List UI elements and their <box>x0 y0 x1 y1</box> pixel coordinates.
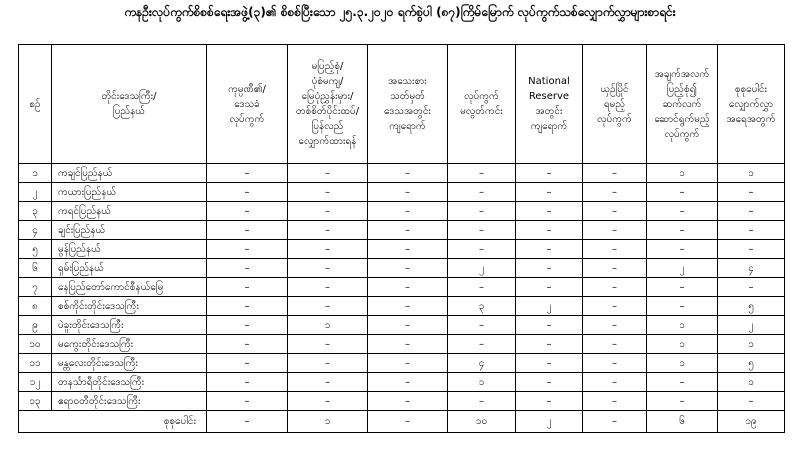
value-cell: ၄ <box>448 354 516 373</box>
value-cell: – <box>207 392 288 411</box>
value-cell: – <box>583 202 647 221</box>
value-cell: – <box>368 240 448 259</box>
region-cell: ပဲခူးတိုင်းဒေသကြီး <box>52 316 207 335</box>
region-cell: မွန်ပြည်နယ် <box>52 240 207 259</box>
region-cell: ဧရာဝတီတိုင်းဒေသကြီး <box>52 392 207 411</box>
value-cell: – <box>583 392 647 411</box>
value-cell: – <box>368 202 448 221</box>
row-number-cell: ၁ <box>19 164 52 183</box>
value-cell: – <box>368 278 448 297</box>
region-cell: နေပြည်တော်ကောင်စီနယ်မြေ <box>52 278 207 297</box>
value-cell: ၁ <box>288 316 368 335</box>
table-row <box>19 259 785 278</box>
value-cell: – <box>718 392 785 411</box>
value-cell: – <box>288 354 368 373</box>
value-cell: – <box>448 240 516 259</box>
value-cell: ၁ <box>647 335 718 354</box>
value-cell: – <box>368 221 448 240</box>
value-cell: – <box>207 335 288 354</box>
total-value-cell: ၁၉ <box>718 411 785 433</box>
value-cell: – <box>288 164 368 183</box>
column-header-small-scale: အသေးစား သတ်မှတ် ဒေသအတွင်း ကျရောက် <box>368 45 448 164</box>
region-cell: ကချင်ပြည်နယ် <box>52 164 207 183</box>
value-cell: – <box>516 373 583 392</box>
column-header-incomplete: မပြည့်စုံ/ ပုံစံမကျ/ မြေပုံညွှန်းမှား/ တစ်စိတ်ပိုင်းထပ်/ ပြန်လည် လျှောက်ထားရန် <box>288 45 368 164</box>
value-cell: ၁ <box>448 373 516 392</box>
table-row <box>19 316 785 335</box>
value-cell: – <box>516 221 583 240</box>
table-row <box>19 373 785 392</box>
header-row <box>19 45 785 164</box>
total-row <box>19 411 785 433</box>
value-cell: – <box>647 392 718 411</box>
value-cell: – <box>718 202 785 221</box>
value-cell: – <box>207 183 288 202</box>
value-cell: – <box>368 183 448 202</box>
value-cell: – <box>718 240 785 259</box>
value-cell: ၁ <box>718 335 785 354</box>
value-cell: ၄ <box>718 259 785 278</box>
applications-table <box>18 44 785 433</box>
column-header-not-free: လုပ်ကွက် မလွတ်ကင်း <box>448 45 516 164</box>
table-row <box>19 335 785 354</box>
value-cell: – <box>583 221 647 240</box>
value-cell: – <box>448 278 516 297</box>
value-cell: – <box>516 278 583 297</box>
row-number-cell: ၇ <box>19 278 52 297</box>
value-cell: – <box>368 373 448 392</box>
value-cell: – <box>368 164 448 183</box>
value-cell: – <box>288 240 368 259</box>
value-cell: – <box>288 221 368 240</box>
table-row <box>19 297 785 316</box>
value-cell: – <box>448 335 516 354</box>
table-row <box>19 240 785 259</box>
value-cell: – <box>718 183 785 202</box>
value-cell: – <box>448 392 516 411</box>
value-cell: ၁ <box>718 164 785 183</box>
value-cell: – <box>583 183 647 202</box>
value-cell: – <box>368 335 448 354</box>
total-value-cell: – <box>583 411 647 433</box>
region-cell: ကယားပြည်နယ် <box>52 183 207 202</box>
value-cell: – <box>647 221 718 240</box>
page-title: ကနဦးလုပ်ကွက်စိစစ်ရေးအဖွဲ့(၃)၏ စိစစ်ပြီးသော ၂၅.၃.၂၀၂၀ ရက်စွဲပါ (၈၇)ကြိမ်မြောက် လုပ်ကွက်သစ်လျှောက်လွှာများစာရင်း <box>124 5 676 19</box>
value-cell: ၁ <box>647 354 718 373</box>
value-cell: – <box>516 392 583 411</box>
row-number-cell: ၂ <box>19 183 52 202</box>
value-cell: – <box>288 183 368 202</box>
value-cell: ၅ <box>718 354 785 373</box>
value-cell: – <box>647 202 718 221</box>
total-value-cell: – <box>368 411 448 433</box>
value-cell: – <box>448 316 516 335</box>
value-cell: ၁ <box>647 164 718 183</box>
row-number-cell: ၆ <box>19 259 52 278</box>
value-cell: – <box>368 259 448 278</box>
value-cell: – <box>647 240 718 259</box>
value-cell: ၃ <box>448 297 516 316</box>
value-cell: ၂ <box>516 297 583 316</box>
value-cell: – <box>583 373 647 392</box>
table-row <box>19 354 785 373</box>
value-cell: – <box>207 164 288 183</box>
value-cell: ၂ <box>718 316 785 335</box>
value-cell: ၁ <box>647 316 718 335</box>
value-cell: – <box>647 278 718 297</box>
value-cell: – <box>207 278 288 297</box>
row-number-cell: ၈ <box>19 297 52 316</box>
row-number-cell: ၅ <box>19 240 52 259</box>
table-row <box>19 183 785 202</box>
value-cell: ၂ <box>448 259 516 278</box>
region-cell: မန္တလေးတိုင်းဒေသကြီး <box>52 354 207 373</box>
row-number-cell: ၁၀ <box>19 335 52 354</box>
value-cell: – <box>448 183 516 202</box>
value-cell: – <box>516 354 583 373</box>
value-cell: – <box>516 164 583 183</box>
region-cell: မကွေးတိုင်းဒေသကြီး <box>52 335 207 354</box>
value-cell: – <box>647 297 718 316</box>
column-header-competitive: ယှဉ်ပြိုင် ရမည့် လုပ်ကွက် <box>583 45 647 164</box>
total-value-cell: – <box>207 411 288 433</box>
value-cell: – <box>583 278 647 297</box>
column-header-complete: အချက်အလက် ပြည့်စုံ၍ ဆက်လက် ဆောင်ရွက်မည့် လုပ်ကွက် <box>647 45 718 164</box>
value-cell: – <box>718 278 785 297</box>
value-cell: – <box>207 259 288 278</box>
table-row <box>19 221 785 240</box>
row-number-cell: ၉ <box>19 316 52 335</box>
value-cell: – <box>207 221 288 240</box>
region-cell: ကရင်ပြည်နယ် <box>52 202 207 221</box>
total-value-cell: ၆ <box>647 411 718 433</box>
value-cell: – <box>516 202 583 221</box>
value-cell: – <box>448 221 516 240</box>
value-cell: – <box>368 354 448 373</box>
value-cell: – <box>368 392 448 411</box>
value-cell: – <box>583 335 647 354</box>
row-number-cell: ၄ <box>19 221 52 240</box>
value-cell: – <box>583 164 647 183</box>
value-cell: – <box>207 202 288 221</box>
value-cell: ၅ <box>718 297 785 316</box>
value-cell: – <box>288 278 368 297</box>
column-header-national-reserve: National Reserve အတွင်း ကျရောက် <box>516 45 583 164</box>
region-cell: စစ်ကိုင်းတိုင်းဒေသကြီး <box>52 297 207 316</box>
value-cell: – <box>207 240 288 259</box>
value-cell: – <box>368 297 448 316</box>
value-cell: – <box>448 202 516 221</box>
value-cell: – <box>207 354 288 373</box>
total-value-cell: ၂ <box>516 411 583 433</box>
table-row <box>19 392 785 411</box>
total-value-cell: ၁၀ <box>448 411 516 433</box>
column-header-region: တိုင်းဒေသကြီး/ ပြည်နယ် <box>52 45 207 164</box>
region-cell: တနင်္သာရီတိုင်းဒေသကြီး <box>52 373 207 392</box>
table-row <box>19 278 785 297</box>
value-cell: – <box>516 259 583 278</box>
value-cell: – <box>288 392 368 411</box>
table-row <box>19 202 785 221</box>
row-number-cell: ၁၃ <box>19 392 52 411</box>
value-cell: – <box>583 259 647 278</box>
value-cell: – <box>516 240 583 259</box>
value-cell: ၂ <box>647 259 718 278</box>
region-cell: ရှမ်းပြည်နယ် <box>52 259 207 278</box>
value-cell: – <box>207 373 288 392</box>
value-cell: – <box>583 297 647 316</box>
column-header-company: ကုမ္ပဏီ၏/ ဒေသခံ လုပ်ကွက် <box>207 45 288 164</box>
column-header-total: စုစုပေါင်း လျှောက်လွှာ အရေအတွက် <box>718 45 785 164</box>
value-cell: – <box>583 316 647 335</box>
value-cell: – <box>516 335 583 354</box>
row-number-cell: ၁၁ <box>19 354 52 373</box>
table-row <box>19 164 785 183</box>
value-cell: – <box>288 259 368 278</box>
row-number-cell: ၁၂ <box>19 373 52 392</box>
value-cell: – <box>207 297 288 316</box>
value-cell: – <box>647 183 718 202</box>
value-cell: – <box>718 221 785 240</box>
value-cell: – <box>516 183 583 202</box>
value-cell: – <box>288 297 368 316</box>
value-cell: ၁ <box>718 373 785 392</box>
row-number-cell: ၃ <box>19 202 52 221</box>
value-cell: – <box>583 354 647 373</box>
value-cell: – <box>288 335 368 354</box>
total-value-cell: ၁ <box>288 411 368 433</box>
value-cell: – <box>516 316 583 335</box>
region-cell: ချင်းပြည်နယ် <box>52 221 207 240</box>
value-cell: – <box>288 202 368 221</box>
total-label: စုစုပေါင်း <box>19 411 207 433</box>
value-cell: – <box>288 373 368 392</box>
value-cell: – <box>647 373 718 392</box>
value-cell: – <box>368 316 448 335</box>
column-header-no: စဉ် <box>19 45 52 164</box>
value-cell: – <box>448 164 516 183</box>
value-cell: – <box>583 240 647 259</box>
value-cell: – <box>207 316 288 335</box>
